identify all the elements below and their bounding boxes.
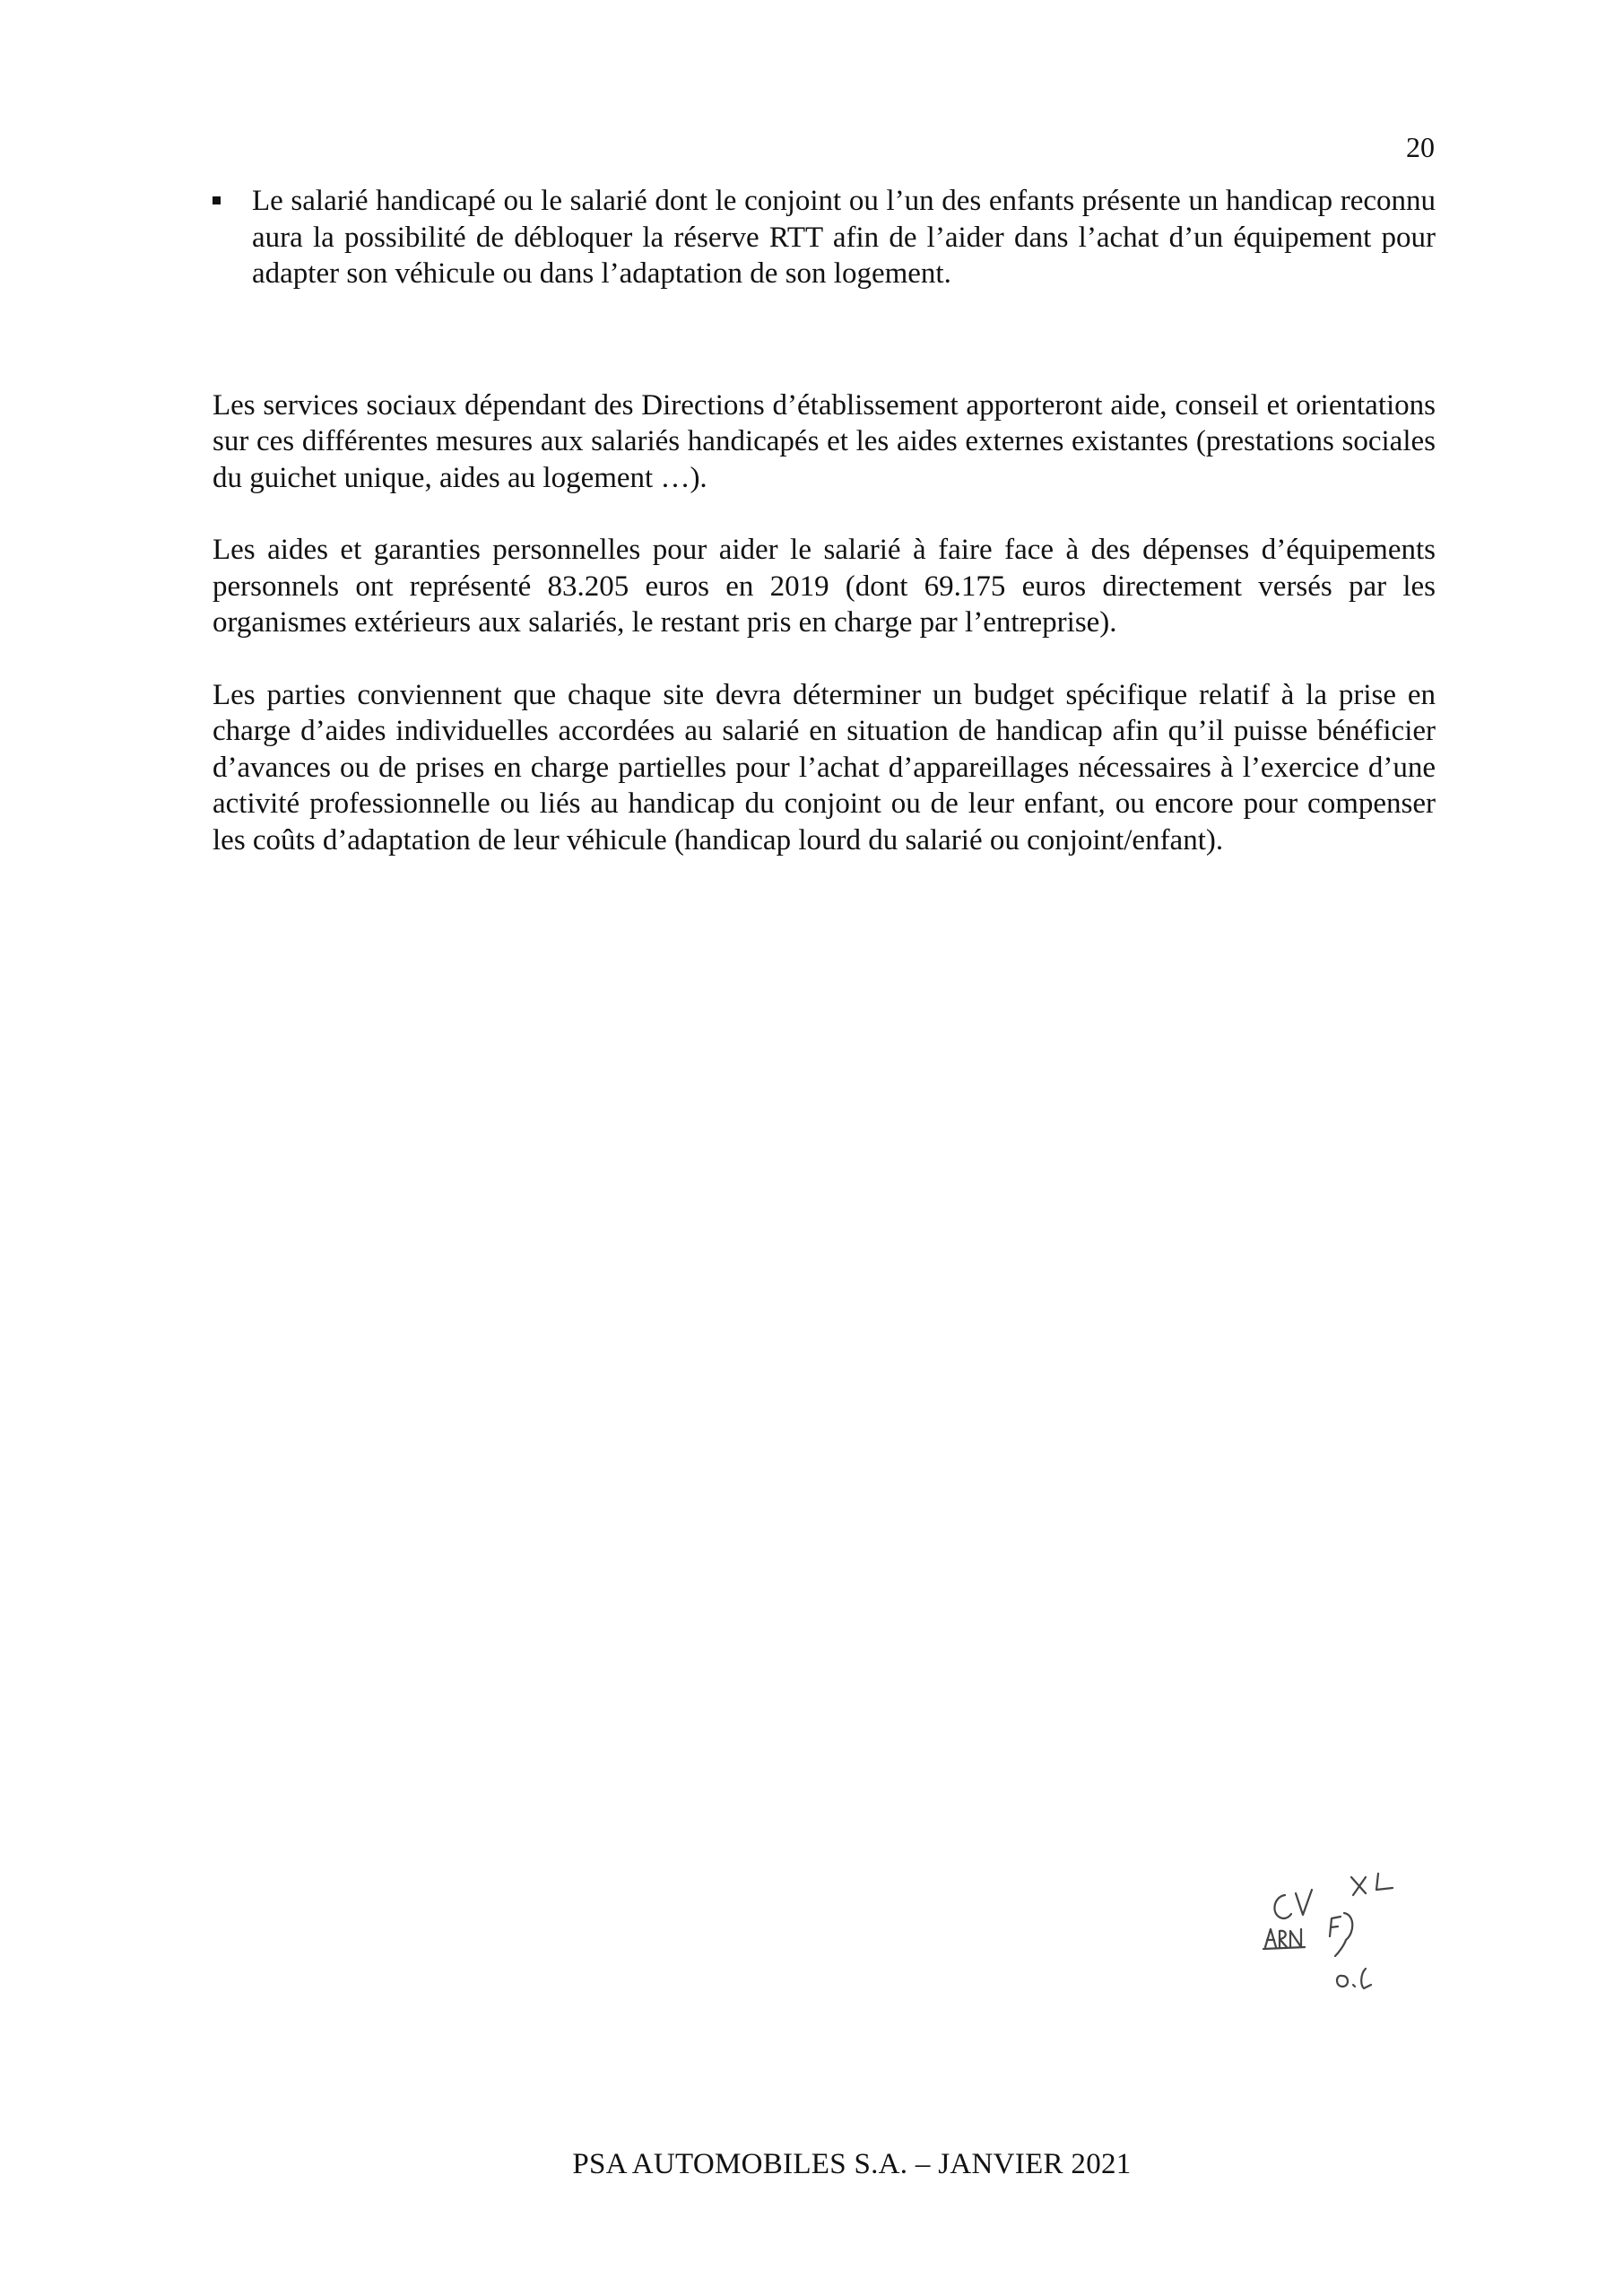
handwritten-initials — [1260, 1870, 1448, 2005]
square-bullet-icon — [213, 196, 221, 204]
page-number: 20 — [1406, 131, 1435, 163]
bullet-text: Le salarié handicapé ou le salarié dont le conjoint ou l’un des enfants présente un handicap reconnu aura la possibilité de débloquer la réserve RTT afin de l’aider dans l’achat d’un équipement pour adapter son véhicule ou dans l’adaptation de son logement. — [252, 185, 1436, 290]
initial-xl — [1351, 1877, 1366, 1895]
paragraph-personal-aids: Les aides et garanties personnelles pour aider le salarié à faire face à des dépenses d’équipements personnels ont représenté 83.205 euros en 2019 (dont 69.175 euros directement versés par les organismes extérieurs aux salariés, le restant pris en charge par l’entreprise). — [213, 534, 1436, 639]
initial-ol — [1337, 1976, 1348, 1987]
initial-arn — [1265, 1929, 1276, 1947]
page-footer — [0, 2146, 1623, 2182]
paragraph-social-services: Les services sociaux dépendant des Directions d’établissement apporteront aide, conseil et orientations sur ces différentes mesures aux salariés handicapés et les aides externes existantes (prestations sociales du guichet unique, aides au logement …). — [213, 388, 1436, 494]
bullet-item — [213, 183, 1436, 292]
footer-text: PSA AUTOMOBILES S.A. – JANVIER 2021 — [572, 2148, 1132, 2180]
paragraph-site-budget: Les parties conviennent que chaque site devra déterminer un budget spécifique relatif à la prise en charge d’aides individuelles accordées au salarié en situation de handicap afin qu’il puisse bénéficier d’avances ou de prises en charge partielles pour l’achat d’appareillages nécessaires à l’exercice d’une activité professionnelle ou liés au handicap du conjoint ou de leur enfant, ou encore pour compenser les coûts d’adaptation de leur véhicule (handicap lourd du salarié ou conjoint/enfant). — [213, 678, 1436, 857]
initial-cv — [1274, 1895, 1291, 1918]
initial-fd — [1330, 1917, 1341, 1936]
document-body — [213, 183, 1436, 894]
